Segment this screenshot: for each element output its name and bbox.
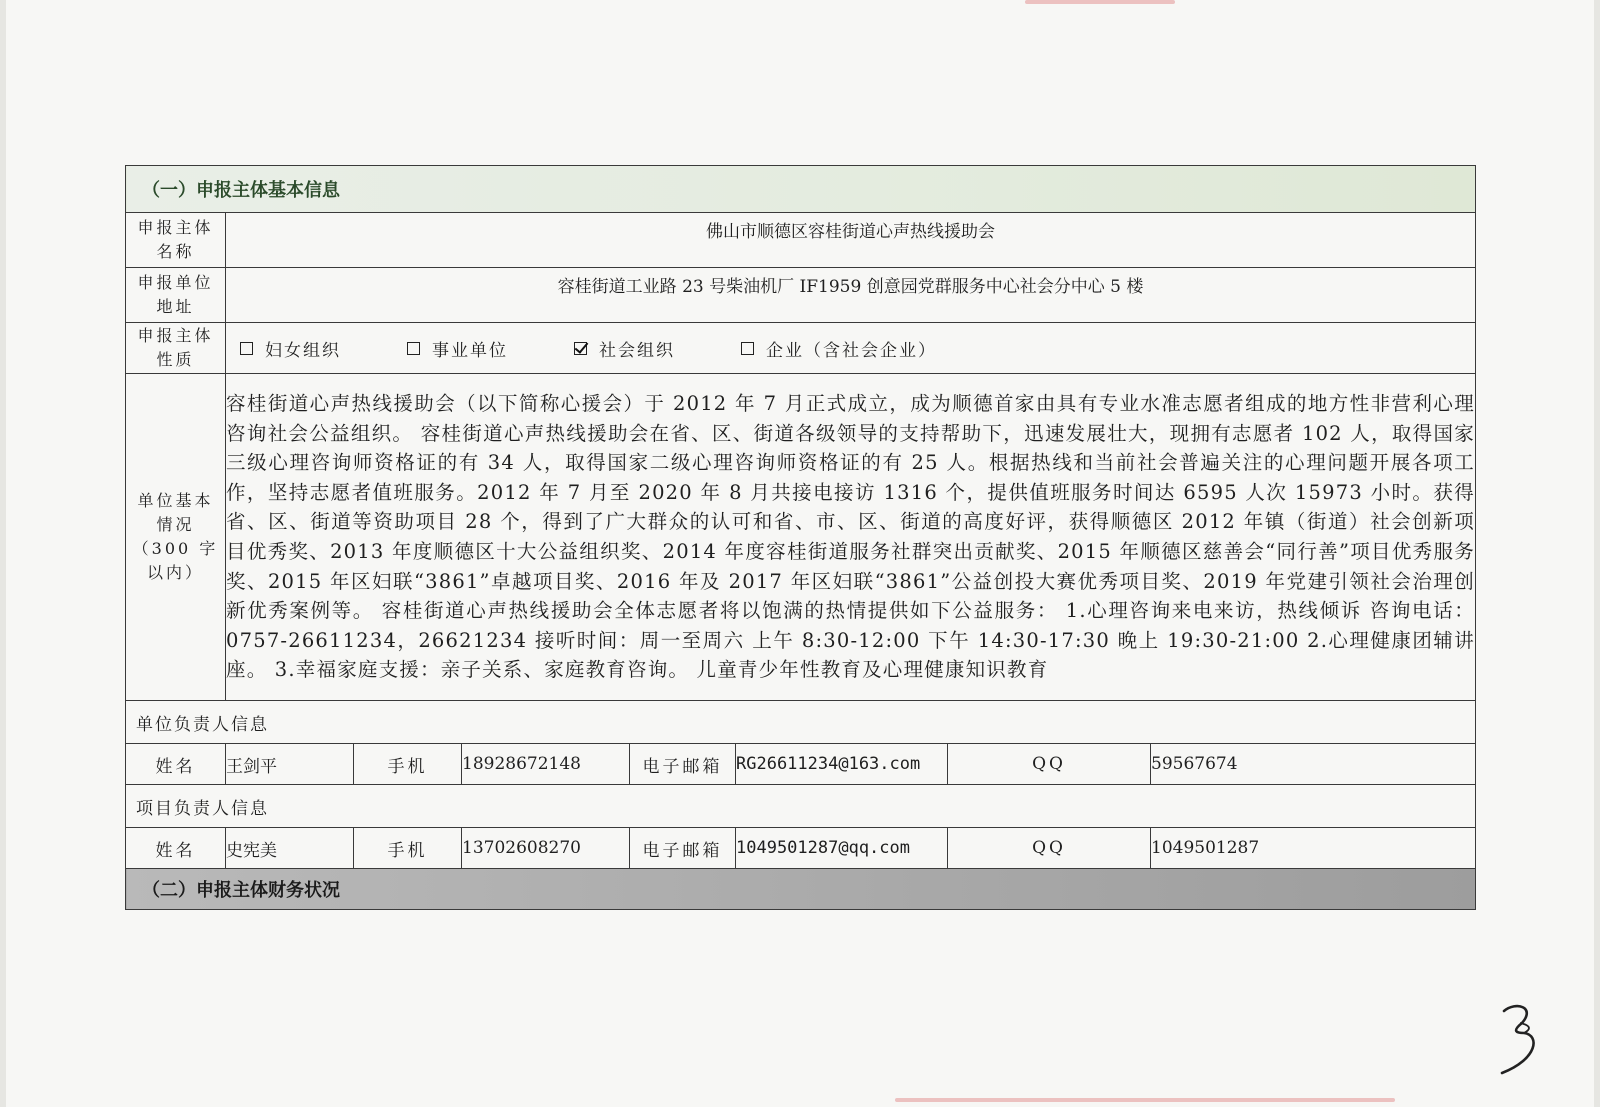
option-social-org[interactable]	[574, 336, 675, 361]
row-entity-description	[126, 374, 1476, 701]
row-unit-leader	[126, 744, 1476, 785]
label-entity-nature-text: 申报主体 性质	[137, 326, 214, 369]
project-leader-name: 史宪美	[226, 828, 354, 869]
unit-leader-name-label: 姓名	[126, 744, 226, 785]
label-entity-address-text: 申报单位 地址	[137, 273, 214, 316]
option-enterprise[interactable]	[741, 336, 937, 361]
value-entity-name: 佛山市顺德区容桂街道心声热线援助会	[226, 213, 1476, 268]
project-leader-qq: 1049501287	[1151, 828, 1476, 869]
value-entity-description: 容桂街道心声热线援助会（以下简称心援会）于 2012 年 7 月正式成立，成为顺德首家由具有专业水准志愿者组成的地方性非营利心理咨询社会公益组织。 容桂街道心声热线援助会在省、区、街道各级领导的支持帮助下，迅速发展壮大，现拥有志愿者 102 人，取得国家三级心理咨询师资格证的有 34 人，取得国家二级心理咨询师资格证的有 25 人。根据热线和当前社会普遍关注的心理问题开展各项工作，坚持志愿者值班服务。2012 年 7 月至 2020 年 8 月共接电接访 1316 个，提供值班服务时间达 6595 人次 15973 小时。获得省、区、街道等资助项目 28 个，得到了广大群众的认可和省、市、区、街道的高度好评，获得顺德区 2012 年镇（街道）社会创新项目优秀奖、2013 年度顺德区十大公益组织奖、2014 年度容桂街道服务社群突出贡献奖、2015 年顺德区慈善会“同行善”项目优秀服务奖、2015 年区妇联“3861”卓越项目奖、2016 年及 2017 年区妇联“3861”公益创投大赛优秀项目奖、2019 年党建引领社会治理创新优秀案例等。 容桂街道心声热线援助会全体志愿者将以饱满的热情提供如下公益服务： 1.心理咨询来电来访，热线倾诉 咨询电话：0757-26611234，26621234 接听时间：周一至周六 上午 8:30-12:00 下午 14:30-17:30 晚上 19:30-21:00 2.心理健康团辅讲座。 3.幸福家庭支援：亲子关系、家庭教育咨询。 儿童青少年性教育及心理健康知识教育	[226, 374, 1476, 701]
label-entity-name-text: 申报主体 名称	[137, 218, 214, 261]
row-entity-address	[126, 268, 1476, 323]
application-form-table	[125, 165, 1476, 910]
label-entity-nature	[126, 323, 226, 374]
project-leader-qq-label: QQ	[948, 828, 1151, 869]
nature-options-cell	[226, 323, 1476, 374]
label-entity-description	[126, 374, 226, 701]
checkbox-enterprise[interactable]	[741, 342, 754, 355]
unit-leader-heading: 单位负责人信息	[126, 701, 1476, 744]
label-entity-address	[126, 268, 226, 323]
option-public-institution[interactable]	[407, 336, 508, 361]
section1-title: （一）申报主体基本信息	[126, 166, 1476, 213]
checkbox-women-org[interactable]	[240, 342, 253, 355]
row-project-leader-heading	[126, 785, 1476, 828]
unit-leader-email: RG26611234@163.com	[736, 744, 948, 785]
value-entity-address: 容桂街道工业路 23 号柴油机厂 IF1959 创意园党群服务中心社会分中心 5 楼	[226, 268, 1476, 323]
row-entity-name	[126, 213, 1476, 268]
stamp-mark-top	[1025, 0, 1175, 4]
handwritten-page-number	[1498, 1003, 1542, 1075]
page-edge-left	[0, 0, 6, 1107]
option-enterprise-label: 企业（含社会企业）	[766, 340, 937, 361]
project-leader-phone: 13702608270	[462, 828, 630, 869]
row-entity-nature	[126, 323, 1476, 374]
project-leader-heading: 项目负责人信息	[126, 785, 1476, 828]
project-leader-email: 1049501287@qq.com	[736, 828, 948, 869]
unit-leader-phone: 18928672148	[462, 744, 630, 785]
project-leader-email-label: 电子邮箱	[630, 828, 736, 869]
checkbox-social-org-checked[interactable]	[574, 342, 587, 355]
section2-title: （二）申报主体财务状况	[126, 869, 1476, 910]
section1-header-row	[126, 166, 1476, 213]
checkbox-public-institution[interactable]	[407, 342, 420, 355]
row-project-leader	[126, 828, 1476, 869]
unit-leader-qq: 59567674	[1151, 744, 1476, 785]
nature-options	[226, 336, 1475, 361]
row-unit-leader-heading	[126, 701, 1476, 744]
unit-leader-qq-label: QQ	[948, 744, 1151, 785]
project-leader-phone-label: 手机	[354, 828, 462, 869]
page-edge-right	[1594, 0, 1600, 1107]
unit-leader-name: 王剑平	[226, 744, 354, 785]
option-women-org[interactable]	[240, 336, 341, 361]
label-entity-description-text: 单位基本 情况 （300 字 以内）	[132, 491, 219, 582]
label-entity-name	[126, 213, 226, 268]
option-public-institution-label: 事业单位	[432, 340, 508, 361]
section2-header-row	[126, 869, 1476, 910]
option-women-org-label: 妇女组织	[265, 340, 341, 361]
unit-leader-email-label: 电子邮箱	[630, 744, 736, 785]
stamp-mark-bottom	[895, 1098, 1395, 1102]
unit-leader-phone-label: 手机	[354, 744, 462, 785]
project-leader-name-label: 姓名	[126, 828, 226, 869]
option-social-org-label: 社会组织	[599, 340, 675, 361]
